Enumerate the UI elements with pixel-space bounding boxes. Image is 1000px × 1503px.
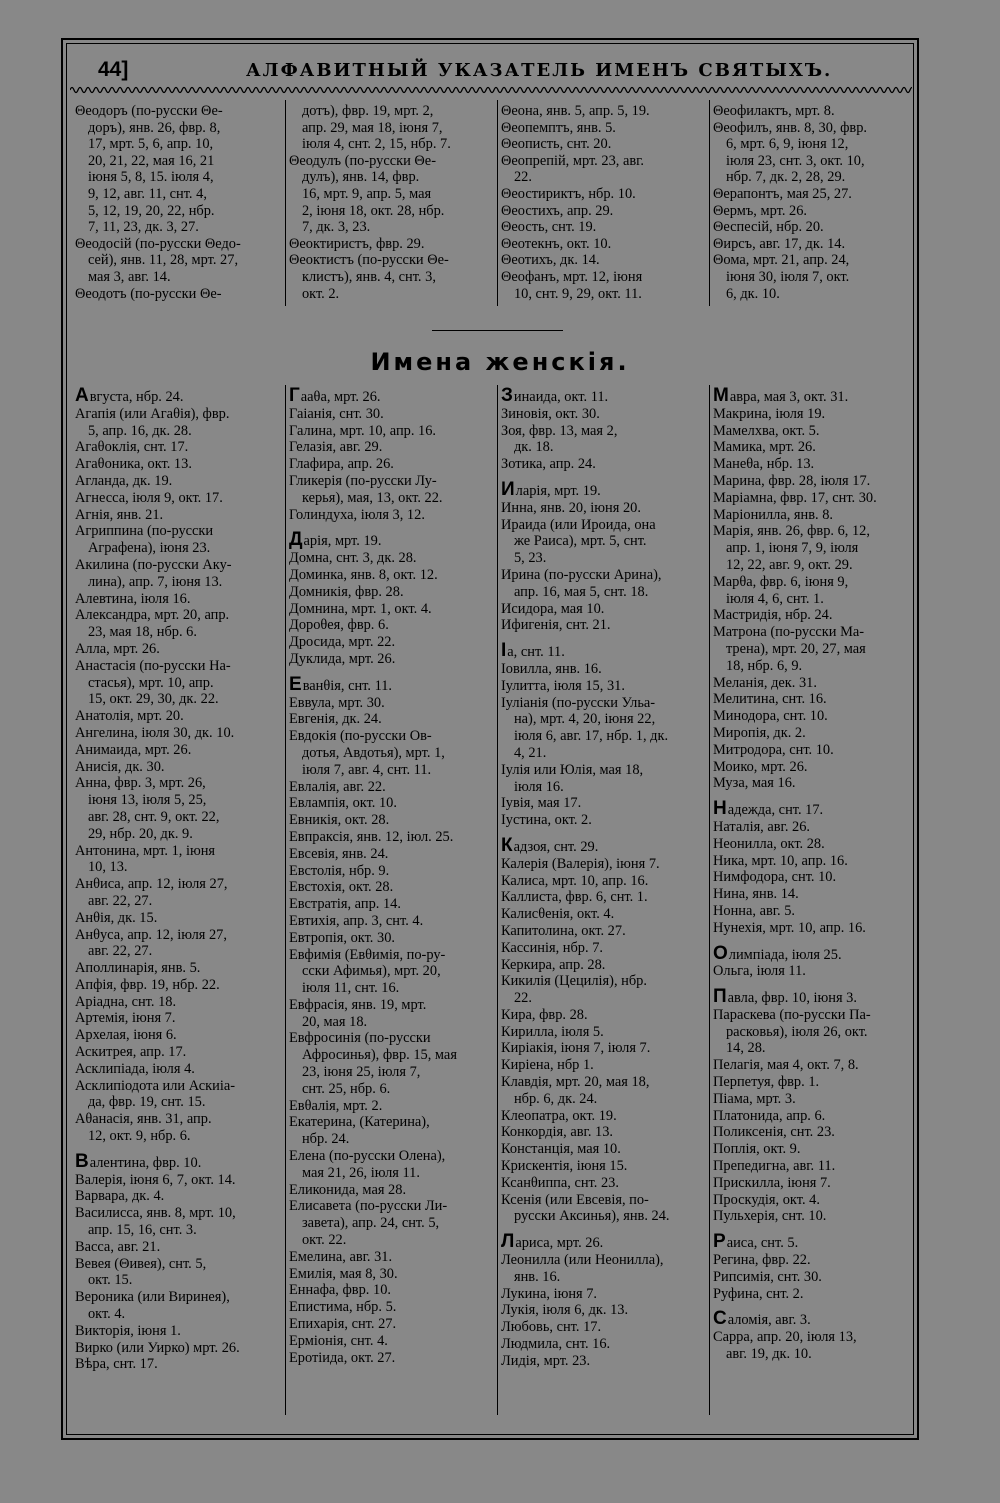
index-entry: Дороθея, фвр. 6. <box>289 617 389 634</box>
index-entry: Вероника (или Виринея), <box>75 1289 230 1306</box>
index-entry: Θеофанъ, мрт. 12, iюня <box>501 268 643 285</box>
index-entry-continuation: апр. 29, мая 18, iюня 7, <box>301 119 443 136</box>
index-entry: Марiя, янв. 26, фвр. 6, 12, <box>713 523 870 540</box>
index-entry-continuation: 10, 13. <box>87 859 128 876</box>
index-entry: Θома, мрт. 21, апр. 24, <box>713 252 850 269</box>
index-entry: Θеодотъ (по-русски Θе- <box>75 285 222 302</box>
index-entry: Раиса, снт. 5. <box>713 1231 799 1253</box>
index-entry: Евстохiя, окт. 28. <box>289 879 394 896</box>
index-entry-continuation: мая 3, авг. 14. <box>87 268 171 285</box>
section-title: Имена женскiя. <box>370 348 630 376</box>
index-entry: Кирiакiя, iюня 7, iюля 7. <box>501 1040 651 1057</box>
index-entry: Капитолина, окт. 27. <box>501 922 626 939</box>
index-entry: Зиновiя, окт. 30. <box>501 405 600 422</box>
index-entry: Iа, снт. 11. <box>501 640 565 662</box>
index-entry: Асклипiада, iюля 4. <box>75 1060 195 1077</box>
index-entry-continuation: клистъ), янв. 4, снт. 3, <box>301 268 436 285</box>
index-entry-continuation: iюля 16. <box>513 778 564 795</box>
index-entry: Матрона (по-русски Ма- <box>713 624 865 641</box>
index-entry: Нина, янв. 14. <box>713 886 799 903</box>
index-entry: Евθалiя, мрт. 2. <box>289 1097 383 1114</box>
page-number: 44] <box>98 58 129 81</box>
column-rule <box>709 100 710 306</box>
index-entry: Пiама, мрт. 3. <box>713 1090 796 1107</box>
index-entry-continuation: 20, мая 18. <box>301 1013 368 1030</box>
index-entry: Ксенiя (или Евсевiя, по- <box>501 1191 649 1208</box>
index-entry-continuation: iюля 23, снт. 3, окт. 10, <box>725 152 865 169</box>
index-entry: Евфимiя (Евθимiя, по-ру- <box>289 946 446 963</box>
index-entry: Дуклида, мрт. 26. <box>289 650 396 667</box>
index-entry: Θеопрепiй, мрт. 23, авг. <box>501 152 645 169</box>
index-entry-continuation: 5, апр. 16, дк. 28. <box>87 422 192 439</box>
index-entry: Митродора, снт. 10. <box>713 741 834 758</box>
index-entry: Ангелина, iюля 30, дк. 10. <box>75 724 235 741</box>
index-entry-continuation: сей), янв. 11, 28, мрт. 27, <box>87 252 239 269</box>
index-entry: Параскева (по-русски Па- <box>713 1006 871 1023</box>
index-entry: Клеопатра, окт. 19. <box>501 1107 617 1124</box>
index-entry: Гелазiя, авг. 29. <box>289 439 383 456</box>
index-entry: Ксанθиппа, снт. 23. <box>501 1174 619 1191</box>
female-names-column-4 <box>713 385 919 1363</box>
index-entry-continuation: Афросинья), фвр. 15, мая <box>301 1047 457 1064</box>
index-entry: Людмила, снт. 16. <box>501 1336 611 1353</box>
index-entry: Еротiида, окт. 27. <box>289 1349 396 1366</box>
index-entry: Регина, фвр. 22. <box>713 1252 811 1269</box>
index-entry: Анθуса, апр. 12, iюля 27, <box>75 926 227 943</box>
index-entry: Поплiя, окт. 9. <box>713 1141 801 1158</box>
index-entry: Моико, мрт. 26. <box>713 758 808 775</box>
index-entry: Крискентiя, iюня 15. <box>501 1158 628 1175</box>
index-entry: Викторiя, iюня 1. <box>75 1322 181 1339</box>
index-entry: Ольга, iюля 11. <box>713 963 806 980</box>
index-entry-continuation: янв. 16. <box>513 1268 561 1285</box>
index-entry: Евфрасiя, янв. 19, мрт. <box>289 996 427 1013</box>
index-entry: Неонилла, окт. 28. <box>713 835 825 852</box>
index-entry: Гааθа, мрт. 26. <box>289 385 381 406</box>
index-entry-continuation: нбр. 6, дк. 24. <box>513 1090 598 1107</box>
index-entry: Муза, мая 16. <box>713 775 796 792</box>
index-entry: Нонна, авг. 5. <box>713 902 796 919</box>
index-entry: Вѣра, снт. 17. <box>75 1356 158 1373</box>
index-entry: Зоя, фвр. 13, мая 2, <box>501 422 618 439</box>
index-entry: Домникiя, фвр. 28. <box>289 583 404 600</box>
index-entry-continuation: дотъ), фвр. 19, мрт. 2, <box>301 103 434 119</box>
index-entry-continuation: 4, 21. <box>513 744 547 761</box>
index-entry-continuation: 10, снт. 9, 29, окт. 11. <box>513 285 642 302</box>
index-entry: Препедигна, авг. 11. <box>713 1158 836 1175</box>
index-entry: Ермiонiя, снт. 4. <box>289 1332 388 1349</box>
index-entry: Калерiя (Валерiя), iюня 7. <box>501 855 660 872</box>
index-entry: Кирилла, iюля 5. <box>501 1023 604 1040</box>
index-entry: Конкордiя, авг. 13. <box>501 1124 614 1141</box>
index-entry: Исидора, мая 10. <box>501 600 605 617</box>
index-entry-continuation: Аграфена), iюня 23. <box>87 540 211 557</box>
index-entry: Екатерина, (Катерина), <box>289 1114 430 1131</box>
index-entry: Θеопемптъ, янв. 5. <box>501 119 616 136</box>
index-entry: Глафира, апр. 26. <box>289 456 394 473</box>
index-entry: Калисθенiя, окт. 4. <box>501 906 615 923</box>
index-entry: Платонида, апр. 6. <box>713 1107 826 1124</box>
index-entry-continuation: iюня 5, 8, 15. iюля 4, <box>87 169 214 186</box>
index-entry: Анисiя, дк. 30. <box>75 758 165 775</box>
index-entry: Iувiя, мая 17. <box>501 795 582 812</box>
index-entry-continuation: 12, 22, авг. 9, окт. 29. <box>725 556 853 573</box>
index-entry: Васса, авг. 21. <box>75 1238 161 1255</box>
index-entry: Архелая, iюня 6. <box>75 1027 177 1044</box>
index-entry: Варвара, дк. 4. <box>75 1188 165 1205</box>
index-entry: Евлалiя, авг. 22. <box>289 778 386 795</box>
index-entry-continuation: 6, мрт. 6, 9, iюня 12, <box>725 136 849 153</box>
index-entry: Меланiя, дек. 31. <box>713 674 817 691</box>
index-entry: Θеспесiй, нбр. 20. <box>713 219 824 236</box>
index-entry: Пульхерiя, снт. 10. <box>713 1208 827 1225</box>
index-entry-continuation: мая 21, 26, iюля 11. <box>301 1164 420 1181</box>
index-entry: Евтихiя, апр. 3, снт. 4. <box>289 912 424 929</box>
index-entry: Лукина, iюня 7. <box>501 1285 598 1302</box>
index-entry-continuation: доръ), янв. 26, фвр. 8, <box>87 119 221 136</box>
index-entry-continuation: окт. 22. <box>301 1232 347 1249</box>
index-entry-continuation: 2, iюня 18, окт. 28, нбр. <box>301 202 445 219</box>
index-entry-continuation: авг. 22, 27. <box>87 892 153 909</box>
index-entry: Рипсимiя, снт. 30. <box>713 1268 822 1285</box>
index-entry: Iовилла, янв. 16. <box>501 660 602 677</box>
index-entry: Агнiя, янв. 21. <box>75 506 164 523</box>
index-entry: Валентина, фвр. 10. <box>75 1150 202 1172</box>
index-entry-continuation: дотья, Авдотья), мрт. 1, <box>301 744 445 761</box>
index-entry: Сарра, апр. 20, iюля 13, <box>713 1329 857 1346</box>
index-entry: Инна, янв. 20, iюня 20. <box>501 499 641 516</box>
index-entry: Домнина, мрт. 1, окт. 4. <box>289 600 432 617</box>
page-title: АЛФАВИТНЫЙ УКАЗАТЕЛЬ ИМЕНЪ СВЯТЫХЪ. <box>246 60 833 81</box>
index-entry: Домна, снт. 3, дк. 28. <box>289 550 417 567</box>
index-entry-continuation: керья), мая, 13, окт. 22. <box>301 489 443 506</box>
index-entry-continuation: завета), апр. 24, снт. 5, <box>301 1215 440 1232</box>
index-entry-continuation: iюля 11, снт. 16. <box>301 980 400 997</box>
index-entry: Евстолiя, нбр. 9. <box>289 862 390 879</box>
index-entry: Еввула, мрт. 30. <box>289 694 385 711</box>
index-entry: Леонилла (или Неонилла), <box>501 1252 664 1269</box>
index-entry: Θеотекнъ, окт. 10. <box>501 235 612 252</box>
index-entry: Ирина (по-русски Арина), <box>501 566 662 583</box>
index-entry: Мелитина, снт. 16. <box>713 691 827 708</box>
index-entry: Лидiя, мрт. 23. <box>501 1352 591 1369</box>
index-entry: Любовь, снт. 17. <box>501 1319 602 1336</box>
index-entry: Александра, мрт. 20, апр. <box>75 607 230 624</box>
index-entry: Макрина, iюля 19. <box>713 405 826 422</box>
index-entry: Голиндуха, iюля 3, 12. <box>289 506 425 523</box>
index-entry: Агаθоника, окт. 13. <box>75 456 192 473</box>
index-entry: Θеодосiй (по-русски Θедо- <box>75 235 241 252</box>
index-entry-continuation: авг. 28, снт. 9, окт. 22, <box>87 808 220 825</box>
index-entry: Дросида, мрт. 22. <box>289 634 396 651</box>
index-entry-continuation: 22. <box>513 169 532 186</box>
index-entry: Аθанасiя, янв. 31, апр. <box>75 1111 212 1128</box>
index-entry: Θерапонтъ, мая 25, 27. <box>713 185 852 202</box>
index-entry-continuation: нбр. 24. <box>301 1131 350 1148</box>
top-column-2 <box>289 103 495 302</box>
index-entry: Евдокiя (по-русски Ов- <box>289 728 432 745</box>
index-entry: Мамика, мрт. 26. <box>713 439 816 456</box>
index-entry-continuation: 18, нбр. 6, 9. <box>725 657 803 674</box>
index-entry-continuation: стасья), мрт. 10, апр. <box>87 674 214 691</box>
index-entry: Кирiена, нбр 1. <box>501 1057 594 1074</box>
index-entry: Клавдiя, мрт. 20, мая 18, <box>501 1074 650 1091</box>
index-entry-continuation: дк. 18. <box>513 439 554 456</box>
index-entry: Θеость, снт. 19. <box>501 219 597 236</box>
index-entry: Аполлинарiя, янв. 5. <box>75 960 201 977</box>
index-entry: Акилина (по-русски Аку- <box>75 556 232 573</box>
index-entry: Евпраксiя, янв. 12, iюл. 25. <box>289 828 454 845</box>
index-entry: Прискилла, iюня 7. <box>713 1174 831 1191</box>
index-entry: Павла, фвр. 10, iюня 3. <box>713 986 857 1008</box>
index-entry-continuation: лина), апр. 7, iюня 13. <box>87 573 223 590</box>
column-rule <box>285 100 286 306</box>
index-entry-continuation: окт. 4. <box>87 1306 126 1323</box>
index-entry: Валерiя, iюня 6, 7, окт. 14. <box>75 1171 236 1188</box>
index-entry: Θеофилактъ, мрт. 8. <box>713 103 835 119</box>
index-entry: Елисавета (по-русски Ли- <box>289 1198 448 1215</box>
index-entry: Евлампiя, окт. 10. <box>289 795 397 812</box>
top-column-1 <box>75 103 281 302</box>
index-entry: Марина, фвр. 28, iюля 17. <box>713 472 871 489</box>
index-entry: Кассинiя, нбр. 7. <box>501 939 603 956</box>
index-entry-continuation: 5, 12, 19, 20, 22, нбр. <box>87 202 215 219</box>
index-entry-continuation: 12, окт. 9, нбр. 6. <box>87 1128 191 1145</box>
index-entry: Еннафа, фвр. 10. <box>289 1282 391 1299</box>
index-entry: Анна, фвр. 3, мрт. 26, <box>75 775 206 792</box>
index-entry: Минодора, снт. 10. <box>713 708 828 725</box>
index-entry: Артемiя, iюня 7. <box>75 1010 176 1027</box>
index-entry: Проскудiя, окт. 4. <box>713 1191 820 1208</box>
index-entry: Марiамна, фвр. 17, снт. 30. <box>713 489 877 506</box>
index-entry: Еванθiя, снт. 11. <box>289 673 393 695</box>
index-entry: Агнесса, iюля 9, окт. 17. <box>75 489 223 506</box>
index-entry-continuation: русски Аксинья), янв. 24. <box>513 1208 670 1225</box>
index-entry: Гликерiя (по-русски Лу- <box>289 472 437 489</box>
index-entry: Кира, фвр. 28. <box>501 1006 588 1023</box>
index-entry-continuation: нбр. 7, дк. 2, 28, 29. <box>725 169 846 186</box>
index-entry: Лукiя, iюля 6, дк. 13. <box>501 1302 629 1319</box>
index-entry: Iустина, окт. 2. <box>501 812 592 829</box>
index-entry: Мамелхва, окт. 5. <box>713 422 820 439</box>
female-names-column-1 <box>75 385 281 1373</box>
index-entry: Θеотихъ, дк. 14. <box>501 252 600 269</box>
index-entry-continuation: сски Афимья), мрт. 20, <box>301 963 441 980</box>
index-entry: Гаiанiя, снт. 30. <box>289 405 384 422</box>
index-entry-continuation: на), мрт. 4, 20, iюня 22, <box>513 711 656 728</box>
index-entry: Иларiя, мрт. 19. <box>501 478 601 500</box>
index-entry-continuation: 15, окт. 29, 30, дк. 22. <box>87 691 219 708</box>
index-entry: Θеоктистъ (по-русски Θе- <box>289 252 449 269</box>
column-rule <box>497 100 498 306</box>
index-entry: Θермъ, мрт. 26. <box>713 202 808 219</box>
index-entry-continuation: окт. 2. <box>301 285 340 302</box>
index-entry: Анθиса, апр. 12, iюля 27, <box>75 876 228 893</box>
column-rule <box>497 385 498 1415</box>
index-entry: Iулитта, iюля 15, 31. <box>501 677 625 694</box>
index-entry: Ифигенiя, снт. 21. <box>501 617 611 634</box>
index-entry: Зинаида, окт. 11. <box>501 385 609 406</box>
index-entry-continuation: авг. 19, дк. 10. <box>725 1346 812 1363</box>
index-entry: Вирко (или Уирко) мрт. 26. <box>75 1339 240 1356</box>
index-entry-continuation: да, фвр. 19, снт. 15. <box>87 1094 206 1111</box>
index-entry-continuation: апр. 15, 16, снт. 3. <box>87 1222 197 1239</box>
index-entry: Надежда, снт. 17. <box>713 798 824 820</box>
index-entry: Ника, мрт. 10, апр. 16. <box>713 852 848 869</box>
index-entry: Нимфодора, снт. 10. <box>713 869 837 886</box>
column-rule <box>285 385 286 1415</box>
index-entry: Галина, мрт. 10, апр. 16. <box>289 422 437 439</box>
index-entry-continuation: 14, 28. <box>725 1040 766 1057</box>
index-entry-continuation: iюля 7, авг. 4, снт. 11. <box>301 761 432 778</box>
index-entry-continuation: же Раиса), мрт. 5, снт. <box>513 533 647 550</box>
index-entry: Августа, нбр. 24. <box>75 385 184 406</box>
index-entry-continuation: 29, нбр. 20, дк. 9. <box>87 825 193 842</box>
index-entry-continuation: iюня 30, iюля 7, окт. <box>725 268 850 285</box>
index-entry: Емилiя, мая 8, 30. <box>289 1265 398 1282</box>
index-entry: Ираида (или Ироида, она <box>501 516 656 533</box>
index-entry: Елена (по-русски Олена), <box>289 1148 446 1165</box>
index-entry: Зотика, апр. 24. <box>501 456 596 473</box>
index-entry: Доминка, янв. 8, окт. 12. <box>289 566 438 583</box>
top-column-3 <box>501 103 707 302</box>
index-entry: Мастридiя, нбр. 24. <box>713 607 833 624</box>
index-entry-continuation: трена), мрт. 20, 27, мая <box>725 640 866 657</box>
index-entry: Лариса, мрт. 26. <box>501 1231 604 1253</box>
index-entry: Калиса, мрт. 10, апр. 16. <box>501 872 649 889</box>
page-header <box>98 56 918 86</box>
index-entry: Θеона, янв. 5, апр. 5, 19. <box>501 103 650 119</box>
index-entry-continuation: 16, мрт. 9, апр. 5, мая <box>301 185 432 202</box>
index-entry: Наталiя, авг. 26. <box>713 818 811 835</box>
index-entry: Арiадна, снт. 18. <box>75 993 177 1010</box>
top-column-4 <box>713 103 919 302</box>
index-entry-continuation: авг. 22, 27. <box>87 943 153 960</box>
index-entry-continuation: 7, дк. 3, 23. <box>301 219 371 236</box>
index-entry-continuation: 5, 23. <box>513 550 547 567</box>
index-entry: Саломiя, авг. 3. <box>713 1308 811 1330</box>
index-entry-continuation: окт. 15. <box>87 1272 133 1289</box>
index-entry: Дарiя, мрт. 19. <box>289 529 382 551</box>
index-entry-continuation: 6, дк. 10. <box>725 285 780 302</box>
index-entry: Θеостириктъ, нбр. 10. <box>501 185 636 202</box>
index-entry: Θеофилъ, янв. 8, 30, фвр. <box>713 119 868 136</box>
index-entry-continuation: 17, мрт. 5, 6, апр. 10, <box>87 136 214 153</box>
index-entry: Миропiя, дк. 2. <box>713 724 806 741</box>
index-entry-continuation: 22. <box>513 990 532 1007</box>
index-entry-continuation: iюля 4, снт. 2, 15, нбр. 7. <box>301 136 451 153</box>
index-entry: Руфина, снт. 2. <box>713 1285 804 1302</box>
index-entry-continuation: iюля 6, авг. 17, нбр. 1, дк. <box>513 728 669 745</box>
section-divider <box>432 330 563 331</box>
index-entry: Апфiя, фвр. 19, нбр. 22. <box>75 976 220 993</box>
index-entry: Анθiя, дк. 15. <box>75 909 158 926</box>
index-entry: Евникiя, окт. 28. <box>289 812 390 829</box>
index-entry-continuation: дулъ), янв. 14, фвр. <box>301 169 420 186</box>
index-entry: Василисса, янв. 8, мрт. 10, <box>75 1205 236 1222</box>
index-entry: Марiонилла, янв. 8. <box>713 506 834 523</box>
index-entry: Кикилiя (Цецилiя), нбр. <box>501 973 647 990</box>
index-entry: Θирсъ, авг. 17, дк. 14. <box>713 235 846 252</box>
index-entry: Евсевiя, янв. 24. <box>289 845 389 862</box>
index-entry: Агланда, дк. 19. <box>75 472 173 489</box>
index-entry: Алла, мрт. 26. <box>75 640 160 657</box>
index-entry: Манеθа, нбр. 13. <box>713 456 815 473</box>
female-names-column-2 <box>289 385 495 1366</box>
index-entry: Θеодоръ (по-русски Θе- <box>75 103 223 119</box>
index-entry: Θеописть, снт. 20. <box>501 136 612 153</box>
index-entry: Iулiанiя (по-русски Ульа- <box>501 694 656 711</box>
index-entry: Нунехiя, мрт. 10, апр. 16. <box>713 919 866 936</box>
index-entry-continuation: апр. 1, iюня 7, 9, iюля <box>725 540 859 557</box>
index-entry: Агаθоклiя, снт. 17. <box>75 439 189 456</box>
index-entry: Поликсенiя, снт. 23. <box>713 1124 835 1141</box>
index-entry: Θеостихъ, апр. 29. <box>501 202 614 219</box>
index-entry: Евфросинiя (по-русски <box>289 1030 431 1047</box>
index-entry: Евгенiя, дк. 24. <box>289 711 382 728</box>
index-entry: Марθа, фвр. 6, iюня 9, <box>713 573 849 590</box>
index-entry: Iулiя или Юлiя, мая 18, <box>501 761 644 778</box>
index-entry: Агриппина (по-русски <box>75 523 214 540</box>
index-entry-continuation: 23, мая 18, нбр. 6. <box>87 624 197 641</box>
index-entry: Констанцiя, мая 10. <box>501 1141 621 1158</box>
index-entry: Кадзоя, снт. 29. <box>501 834 599 856</box>
index-entry-continuation: 7, 11, 23, дк. 3, 27. <box>87 219 199 236</box>
female-names-column-3 <box>501 385 707 1370</box>
index-entry: Анимаида, мрт. 26. <box>75 741 192 758</box>
index-entry: Θеоктиристъ, фвр. 29. <box>289 235 425 252</box>
index-entry-continuation: снт. 25, нбр. 6. <box>301 1080 391 1097</box>
index-entry-continuation: апр. 16, мая 5, снт. 18. <box>513 583 649 600</box>
index-entry: Епистима, нбр. 5. <box>289 1299 397 1316</box>
index-entry: Перпетуя, фвр. 1. <box>713 1074 820 1091</box>
index-entry: Евтропiя, окт. 30. <box>289 929 395 946</box>
index-entry: Еликонида, мая 28. <box>289 1181 407 1198</box>
index-entry: Каллиста, фвр. 6, снт. 1. <box>501 889 648 906</box>
index-entry: Анастасiя (по-русски На- <box>75 657 231 674</box>
index-entry-continuation: 20, 21, 22, мая 16, 21 <box>87 152 215 169</box>
index-entry: Антонина, мрт. 1, iюня <box>75 842 216 859</box>
index-entry: Асклипiодота или Аскиiа- <box>75 1077 236 1094</box>
column-rule <box>709 385 710 1415</box>
index-entry-continuation: iюня 13, iюля 5, 25, <box>87 792 207 809</box>
index-entry: Алевтина, iюля 16. <box>75 590 191 607</box>
index-entry: Аскитрея, апр. 17. <box>75 1044 187 1061</box>
index-entry-continuation: расковья), iюля 26, окт. <box>725 1023 868 1040</box>
index-entry-continuation: iюля 4, 6, снт. 1. <box>725 590 824 607</box>
index-entry: Агапiя (или Агаθiя), фвр. <box>75 405 230 422</box>
index-entry: Мавра, мая 3, окт. 31. <box>713 385 849 406</box>
index-entry: Анатолiя, мрт. 20. <box>75 708 184 725</box>
index-entry: Θеодулъ (по-русски Θе- <box>289 152 436 169</box>
index-entry: Керкира, апр. 28. <box>501 956 606 973</box>
wavy-rule <box>70 84 912 96</box>
index-entry: Олимпiада, iюля 25. <box>713 942 842 964</box>
index-entry-continuation: 9, 12, авг. 11, снт. 4, <box>87 185 207 202</box>
index-entry: Пелагiя, мая 4, окт. 7, 8. <box>713 1057 859 1074</box>
index-entry: Епихарiя, снт. 27. <box>289 1316 397 1333</box>
index-entry: Емелина, авг. 31. <box>289 1248 393 1265</box>
index-entry: Евстратiя, апр. 14. <box>289 896 401 913</box>
index-entry: Вевея (Θивея), снт. 5, <box>75 1255 207 1272</box>
index-entry-continuation: 23, iюня 25, iюля 7, <box>301 1064 421 1081</box>
